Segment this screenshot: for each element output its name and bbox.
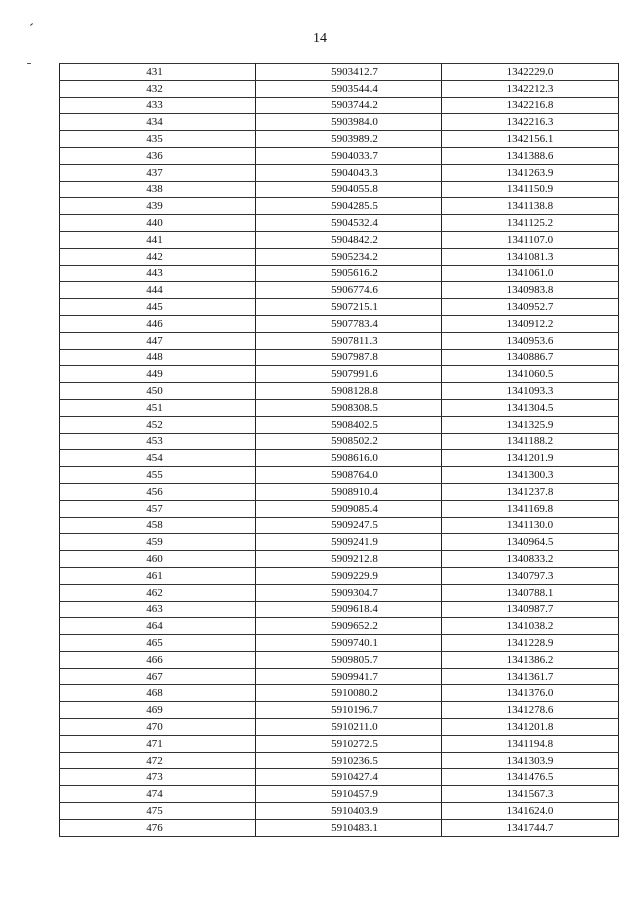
point-number-cell: 455 xyxy=(60,467,256,484)
table-row xyxy=(60,618,619,635)
point-number-cell: 471 xyxy=(60,735,256,752)
x-coordinate-cell: 5907811.3 xyxy=(256,332,442,349)
y-coordinate-cell: 1341194.8 xyxy=(442,735,619,752)
point-number-cell: 448 xyxy=(60,349,256,366)
point-number-cell: 467 xyxy=(60,668,256,685)
y-coordinate-cell: 1341376.0 xyxy=(442,685,619,702)
y-coordinate-cell: 1341325.9 xyxy=(442,416,619,433)
y-coordinate-cell: 1340983.8 xyxy=(442,282,619,299)
y-coordinate-cell: 1341138.8 xyxy=(442,198,619,215)
point-number-cell: 449 xyxy=(60,366,256,383)
x-coordinate-cell: 5910272.5 xyxy=(256,735,442,752)
scan-mark xyxy=(30,23,33,26)
y-coordinate-cell: 1341150.9 xyxy=(442,181,619,198)
x-coordinate-cell: 5910427.4 xyxy=(256,769,442,786)
point-number-cell: 473 xyxy=(60,769,256,786)
table-row xyxy=(60,416,619,433)
table-row xyxy=(60,719,619,736)
y-coordinate-cell: 1341361.7 xyxy=(442,668,619,685)
point-number-cell: 472 xyxy=(60,752,256,769)
table-row xyxy=(60,399,619,416)
table-row xyxy=(60,349,619,366)
table-row xyxy=(60,198,619,215)
y-coordinate-cell: 1341081.3 xyxy=(442,248,619,265)
x-coordinate-cell: 5904033.7 xyxy=(256,147,442,164)
y-coordinate-cell: 1341130.0 xyxy=(442,517,619,534)
table-row xyxy=(60,651,619,668)
x-coordinate-cell: 5908402.5 xyxy=(256,416,442,433)
point-number-cell: 444 xyxy=(60,282,256,299)
y-coordinate-cell: 1341624.0 xyxy=(442,803,619,820)
table-row xyxy=(60,248,619,265)
y-coordinate-cell: 1341744.7 xyxy=(442,819,619,836)
y-coordinate-cell: 1341304.5 xyxy=(442,399,619,416)
table-row xyxy=(60,534,619,551)
table-row xyxy=(60,467,619,484)
x-coordinate-cell: 5909212.8 xyxy=(256,551,442,568)
table-row xyxy=(60,685,619,702)
table-row xyxy=(60,483,619,500)
y-coordinate-cell: 1341093.3 xyxy=(442,383,619,400)
point-number-cell: 453 xyxy=(60,433,256,450)
y-coordinate-cell: 1342216.3 xyxy=(442,114,619,131)
y-coordinate-cell: 1341303.9 xyxy=(442,752,619,769)
point-number-cell: 474 xyxy=(60,786,256,803)
table-row xyxy=(60,181,619,198)
point-number-cell: 431 xyxy=(60,64,256,81)
table-row xyxy=(60,64,619,81)
y-coordinate-cell: 1342156.1 xyxy=(442,131,619,148)
y-coordinate-cell: 1341278.6 xyxy=(442,702,619,719)
x-coordinate-cell: 5904043.3 xyxy=(256,164,442,181)
x-coordinate-cell: 5903984.0 xyxy=(256,114,442,131)
x-coordinate-cell: 5909740.1 xyxy=(256,635,442,652)
point-number-cell: 435 xyxy=(60,131,256,148)
x-coordinate-cell: 5909229.9 xyxy=(256,567,442,584)
point-number-cell: 450 xyxy=(60,383,256,400)
table-row xyxy=(60,450,619,467)
point-number-cell: 456 xyxy=(60,483,256,500)
y-coordinate-cell: 1340797.3 xyxy=(442,567,619,584)
x-coordinate-cell: 5904285.5 xyxy=(256,198,442,215)
x-coordinate-cell: 5909941.7 xyxy=(256,668,442,685)
coordinates-table-body xyxy=(60,64,619,837)
x-coordinate-cell: 5910080.2 xyxy=(256,685,442,702)
x-coordinate-cell: 5910211.0 xyxy=(256,719,442,736)
point-number-cell: 438 xyxy=(60,181,256,198)
point-number-cell: 454 xyxy=(60,450,256,467)
table-row xyxy=(60,769,619,786)
point-number-cell: 460 xyxy=(60,551,256,568)
x-coordinate-cell: 5909085.4 xyxy=(256,500,442,517)
x-coordinate-cell: 5910403.9 xyxy=(256,803,442,820)
table-row xyxy=(60,735,619,752)
y-coordinate-cell: 1341169.8 xyxy=(442,500,619,517)
x-coordinate-cell: 5903989.2 xyxy=(256,131,442,148)
x-coordinate-cell: 5908502.2 xyxy=(256,433,442,450)
point-number-cell: 469 xyxy=(60,702,256,719)
point-number-cell: 459 xyxy=(60,534,256,551)
point-number-cell: 441 xyxy=(60,231,256,248)
x-coordinate-cell: 5904532.4 xyxy=(256,215,442,232)
x-coordinate-cell: 5908764.0 xyxy=(256,467,442,484)
point-number-cell: 433 xyxy=(60,97,256,114)
table-row xyxy=(60,786,619,803)
x-coordinate-cell: 5910457.9 xyxy=(256,786,442,803)
x-coordinate-cell: 5907783.4 xyxy=(256,315,442,332)
point-number-cell: 436 xyxy=(60,147,256,164)
point-number-cell: 466 xyxy=(60,651,256,668)
y-coordinate-cell: 1341388.6 xyxy=(442,147,619,164)
point-number-cell: 439 xyxy=(60,198,256,215)
y-coordinate-cell: 1340953.6 xyxy=(442,332,619,349)
x-coordinate-cell: 5909247.5 xyxy=(256,517,442,534)
y-coordinate-cell: 1340987.7 xyxy=(442,601,619,618)
y-coordinate-cell: 1341300.3 xyxy=(442,467,619,484)
y-coordinate-cell: 1341201.8 xyxy=(442,719,619,736)
point-number-cell: 445 xyxy=(60,299,256,316)
table-row xyxy=(60,601,619,618)
point-number-cell: 461 xyxy=(60,567,256,584)
point-number-cell: 462 xyxy=(60,584,256,601)
table-row xyxy=(60,366,619,383)
x-coordinate-cell: 5904055.8 xyxy=(256,181,442,198)
y-coordinate-cell: 1341188.2 xyxy=(442,433,619,450)
x-coordinate-cell: 5910483.1 xyxy=(256,819,442,836)
x-coordinate-cell: 5906774.6 xyxy=(256,282,442,299)
x-coordinate-cell: 5908308.5 xyxy=(256,399,442,416)
y-coordinate-cell: 1340886.7 xyxy=(442,349,619,366)
point-number-cell: 463 xyxy=(60,601,256,618)
table-row xyxy=(60,803,619,820)
x-coordinate-cell: 5909805.7 xyxy=(256,651,442,668)
x-coordinate-cell: 5910196.7 xyxy=(256,702,442,719)
coordinates-table xyxy=(59,63,619,837)
x-coordinate-cell: 5909304.7 xyxy=(256,584,442,601)
table-row xyxy=(60,635,619,652)
point-number-cell: 458 xyxy=(60,517,256,534)
table-row xyxy=(60,265,619,282)
table-row xyxy=(60,97,619,114)
x-coordinate-cell: 5907987.8 xyxy=(256,349,442,366)
table-row xyxy=(60,702,619,719)
table-row xyxy=(60,282,619,299)
table-row xyxy=(60,164,619,181)
table-row xyxy=(60,215,619,232)
y-coordinate-cell: 1342229.0 xyxy=(442,64,619,81)
y-coordinate-cell: 1341201.9 xyxy=(442,450,619,467)
y-coordinate-cell: 1341061.0 xyxy=(442,265,619,282)
table-row xyxy=(60,231,619,248)
x-coordinate-cell: 5905234.2 xyxy=(256,248,442,265)
table-row xyxy=(60,383,619,400)
point-number-cell: 451 xyxy=(60,399,256,416)
page-number: 14 xyxy=(313,31,327,46)
x-coordinate-cell: 5907991.6 xyxy=(256,366,442,383)
x-coordinate-cell: 5908616.0 xyxy=(256,450,442,467)
y-coordinate-cell: 1341060.5 xyxy=(442,366,619,383)
point-number-cell: 434 xyxy=(60,114,256,131)
y-coordinate-cell: 1341263.9 xyxy=(442,164,619,181)
table-row xyxy=(60,147,619,164)
x-coordinate-cell: 5909652.2 xyxy=(256,618,442,635)
table-row xyxy=(60,80,619,97)
point-number-cell: 465 xyxy=(60,635,256,652)
y-coordinate-cell: 1341567.3 xyxy=(442,786,619,803)
point-number-cell: 457 xyxy=(60,500,256,517)
y-coordinate-cell: 1341107.0 xyxy=(442,231,619,248)
y-coordinate-cell: 1340912.2 xyxy=(442,315,619,332)
y-coordinate-cell: 1340952.7 xyxy=(442,299,619,316)
x-coordinate-cell: 5909618.4 xyxy=(256,601,442,618)
table-row xyxy=(60,819,619,836)
table-row xyxy=(60,668,619,685)
x-coordinate-cell: 5908910.4 xyxy=(256,483,442,500)
y-coordinate-cell: 1340788.1 xyxy=(442,584,619,601)
table-row xyxy=(60,500,619,517)
x-coordinate-cell: 5903544.4 xyxy=(256,80,442,97)
x-coordinate-cell: 5908128.8 xyxy=(256,383,442,400)
point-number-cell: 446 xyxy=(60,315,256,332)
point-number-cell: 470 xyxy=(60,719,256,736)
point-number-cell: 440 xyxy=(60,215,256,232)
table-row xyxy=(60,131,619,148)
table-row xyxy=(60,567,619,584)
table-row xyxy=(60,332,619,349)
x-coordinate-cell: 5905616.2 xyxy=(256,265,442,282)
y-coordinate-cell: 1341237.8 xyxy=(442,483,619,500)
point-number-cell: 476 xyxy=(60,819,256,836)
point-number-cell: 437 xyxy=(60,164,256,181)
table-row xyxy=(60,433,619,450)
table-row xyxy=(60,517,619,534)
y-coordinate-cell: 1341476.5 xyxy=(442,769,619,786)
y-coordinate-cell: 1342216.8 xyxy=(442,97,619,114)
y-coordinate-cell: 1341228.9 xyxy=(442,635,619,652)
point-number-cell: 464 xyxy=(60,618,256,635)
table-row xyxy=(60,584,619,601)
table-row xyxy=(60,551,619,568)
point-number-cell: 442 xyxy=(60,248,256,265)
point-number-cell: 447 xyxy=(60,332,256,349)
x-coordinate-cell: 5909241.9 xyxy=(256,534,442,551)
x-coordinate-cell: 5904842.2 xyxy=(256,231,442,248)
y-coordinate-cell: 1340833.2 xyxy=(442,551,619,568)
scan-mark xyxy=(27,63,31,64)
x-coordinate-cell: 5903744.2 xyxy=(256,97,442,114)
x-coordinate-cell: 5910236.5 xyxy=(256,752,442,769)
y-coordinate-cell: 1341386.2 xyxy=(442,651,619,668)
table-row xyxy=(60,299,619,316)
y-coordinate-cell: 1342212.3 xyxy=(442,80,619,97)
point-number-cell: 468 xyxy=(60,685,256,702)
point-number-cell: 452 xyxy=(60,416,256,433)
table-row xyxy=(60,752,619,769)
point-number-cell: 432 xyxy=(60,80,256,97)
y-coordinate-cell: 1341038.2 xyxy=(442,618,619,635)
point-number-cell: 475 xyxy=(60,803,256,820)
table-row xyxy=(60,114,619,131)
y-coordinate-cell: 1341125.2 xyxy=(442,215,619,232)
table-row xyxy=(60,315,619,332)
x-coordinate-cell: 5903412.7 xyxy=(256,64,442,81)
x-coordinate-cell: 5907215.1 xyxy=(256,299,442,316)
y-coordinate-cell: 1340964.5 xyxy=(442,534,619,551)
point-number-cell: 443 xyxy=(60,265,256,282)
